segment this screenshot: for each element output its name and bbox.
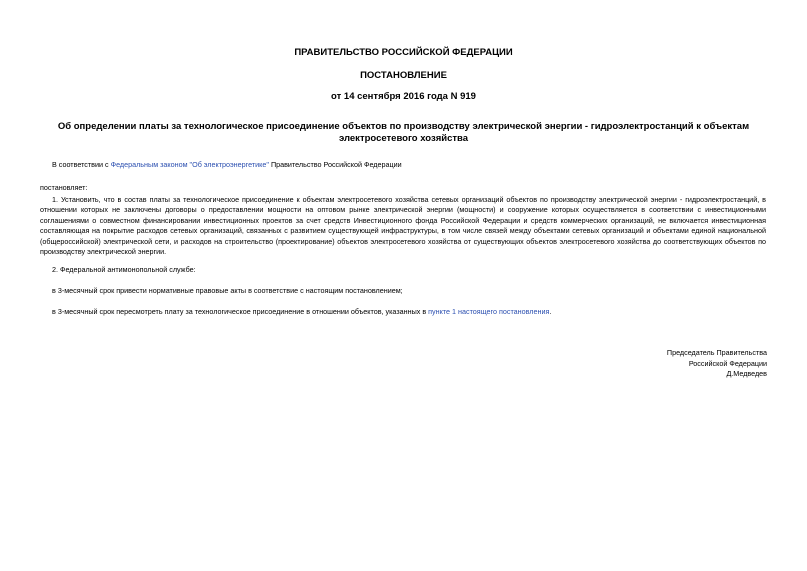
sub2-text-before: в 3-месячный срок пересмотреть плату за технологическое присоединение в отношении объектов, указанных в	[52, 307, 429, 316]
sub2-text-after: .	[549, 307, 552, 316]
signature-position-line: Председатель Правительства	[666, 348, 767, 357]
signatory-name: Д.Медведев	[726, 369, 767, 379]
document-kind-heading: ПОСТАНОВЛЕНИЕ	[360, 70, 447, 81]
signature-block	[567, 348, 767, 380]
federal-law-link[interactable]: Федеральным законом "Об электроэнергетике"	[110, 160, 269, 169]
document-title: Об определении платы за технологическое присоединение объектов по производству электрической энергии - гидроэлектростанций к объектам электросетевого хозяйства	[57, 121, 750, 144]
item-1-reference-link[interactable]: пункте 1 настоящего постановления	[428, 307, 550, 316]
decree-word: постановляет:	[40, 183, 88, 192]
issuer-heading: ПРАВИТЕЛЬСТВО РОССИЙСКОЙ ФЕДЕРАЦИИ	[294, 47, 513, 58]
item-2-subparagraph-2	[52, 307, 772, 317]
signature-country-line: Российской Федерации	[688, 358, 767, 368]
item-1-paragraph: 1. Установить, что в состав платы за технологическое присоединение к объектам электросетевого хозяйства сетевых организаций объектов по производству электрической энергии - гидроэлектростанций, в отношении которых не заключены договоры о предоставлении мощности на оптовом рынке электрической энергии (мощности) и сооружение которых осуществляется в соответствии с инвестиционными соглашениями о совместном финансировании инвестиционных проектов за счет средств Инвестиционного фонда Российской Федерации и средств коммерческих организаций, не включается инвестиционная составляющая на покрытие расходов сетевых организаций, связанных с развитием существующей инфраструктуры, в том числе связей между объектами сетевых организаций и объектами единой национальной (общероссийской) электрической сети, и расходов на строительство (проектирование) объектов электросетевого хозяйства от существующих объектов электросетевого хозяйства до соответствующих объектов по производству электрической энергии.	[40, 195, 766, 257]
preamble-text-after: Правительство Российской Федерации	[268, 160, 402, 169]
item-2-subparagraph-1: в 3-месячный срок привести нормативные правовые акты в соответствие с настоящим постановлением;	[52, 286, 403, 295]
date-number-heading: от 14 сентября 2016 года N 919	[331, 91, 476, 102]
preamble-paragraph	[52, 160, 772, 170]
preamble-text-before: В соответствии с	[52, 160, 111, 169]
item-2-paragraph: 2. Федеральной антимонопольной службе:	[52, 265, 196, 274]
